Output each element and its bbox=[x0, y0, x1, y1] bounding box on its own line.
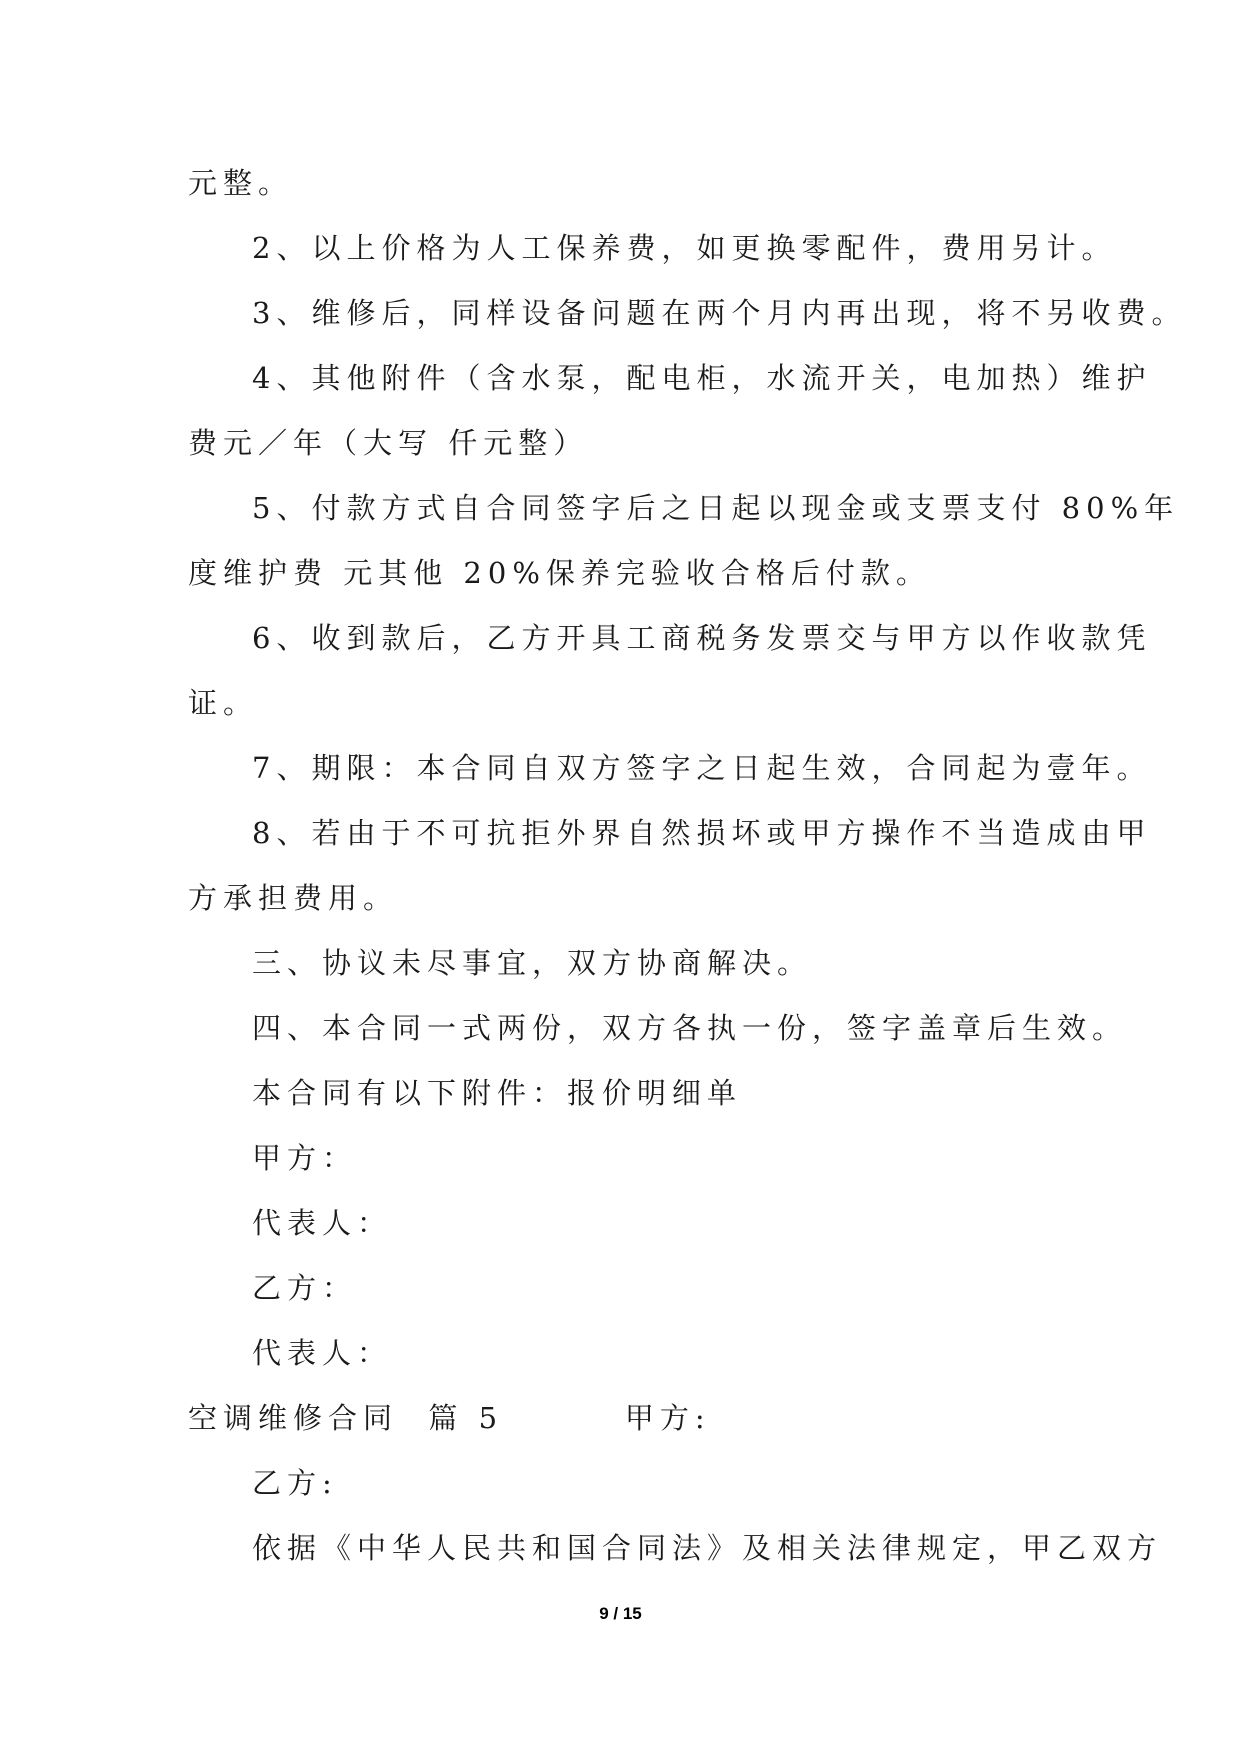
text-line: 代表人： bbox=[252, 1336, 393, 1370]
page-number: 9 / 15 bbox=[599, 1604, 642, 1623]
text-line: 费元／年（大写 仟元整） bbox=[188, 426, 589, 460]
text-line: 方承担费用。 bbox=[188, 881, 399, 915]
text-line: 乙方： bbox=[252, 1271, 358, 1305]
text-line: 四、本合同一式两份，双方各执一份，签字盖章后生效。 bbox=[252, 1011, 1128, 1045]
text-line: 6、收到款后，乙方开具工商税务发票交与甲方以作收款凭 bbox=[252, 621, 1152, 655]
text-line: 2、以上价格为人工保养费，如更换零配件，费用另计。 bbox=[252, 231, 1117, 265]
text-line: 甲方： bbox=[252, 1141, 358, 1175]
text-line: 度维护费 元其他 20%保养完验收合格后付款。 bbox=[188, 556, 931, 590]
text-line: 3、维修后，同样设备问题在两个月内再出现，将不另收费。 bbox=[252, 296, 1187, 330]
text-line: 4、其他附件（含水泵，配电柜，水流开关，电加热）维护 bbox=[252, 361, 1152, 395]
text-line: 7、期限：本合同自双方签字之日起生效，合同起为壹年。 bbox=[252, 751, 1152, 785]
text-line: 代表人： bbox=[252, 1206, 393, 1240]
text-line: 依据《中华人民共和国合同法》及相关法律规定，甲乙双方 bbox=[252, 1531, 1163, 1565]
text-line: 本合同有以下附件：报价明细单 bbox=[252, 1076, 743, 1110]
text-line: 乙方: bbox=[252, 1466, 338, 1500]
text-line: 元整。 bbox=[188, 166, 294, 200]
text-line: 三、协议未尽事宜，双方协商解决。 bbox=[252, 946, 813, 980]
text-line: 5、付款方式自合同签字后之日起以现金或支票支付 80%年 bbox=[252, 491, 1180, 525]
text-line: 8、若由于不可抗拒外界自然损坏或甲方操作不当造成由甲 bbox=[252, 816, 1152, 850]
section-heading: 空调维修合同 篇 5 甲方: bbox=[188, 1401, 711, 1435]
text-line: 证。 bbox=[188, 686, 259, 720]
